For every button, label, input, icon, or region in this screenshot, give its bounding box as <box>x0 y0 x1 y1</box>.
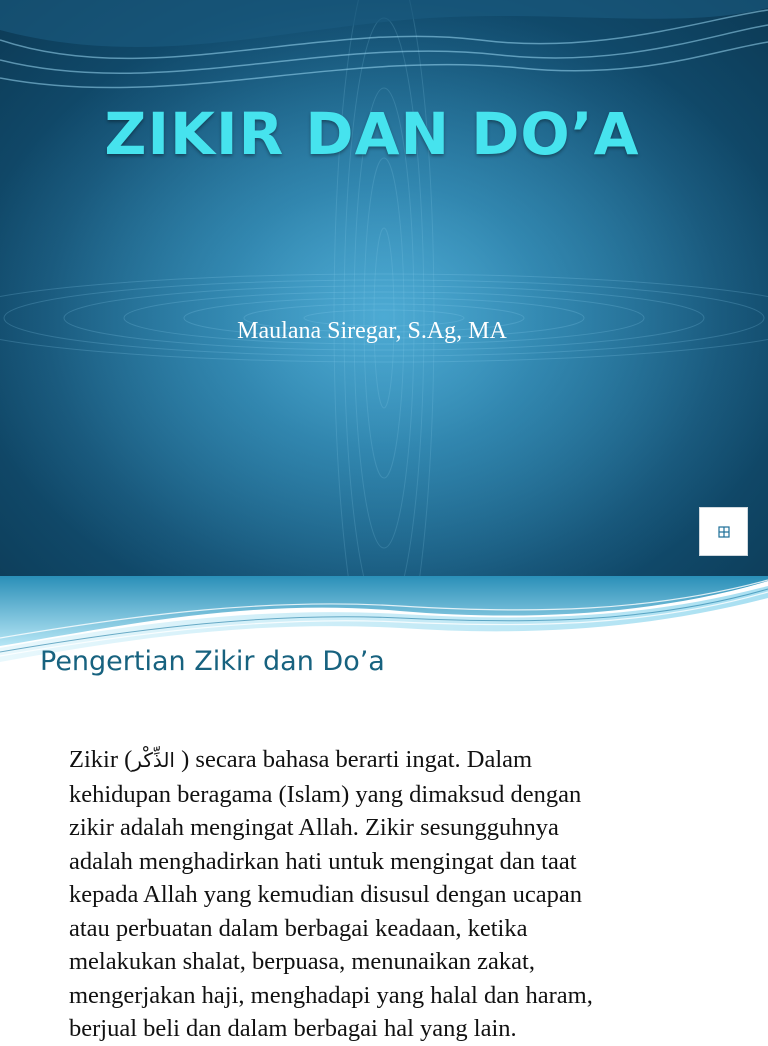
paragraph-line: zikir adalah mengingat Allah. Zikir sesungguhnya <box>69 814 559 841</box>
body-paragraph <box>69 743 729 1046</box>
paragraph-line: mengerjakan haji, menghadapi yang halal dan haram, <box>69 981 593 1009</box>
paragraph-line: berjual beli dan dalam berbagai hal yang lain. <box>69 1015 517 1042</box>
arabic-term: الذِّكْر <box>132 748 175 772</box>
slide-subtitle-author: Maulana Siregar, S.Ag, MA <box>237 318 507 344</box>
slide-heading: Pengertian Zikir dan Do’a <box>40 646 385 677</box>
slide-title: ZIKIR DAN DO’A <box>104 100 640 168</box>
slide-thumbnail-button[interactable] <box>699 507 748 556</box>
line1-text-before: Zikir ( <box>69 746 133 773</box>
paragraph-line-1 <box>69 743 729 778</box>
content-slide <box>0 576 768 1042</box>
paragraph-line: melakukan shalat, berpuasa, menunaikan zakat, <box>69 948 535 975</box>
line1-text-after: ) secara bahasa berarti ingat. Dalam <box>181 746 533 773</box>
paragraph-line: kepada Allah yang kemudian disusul dengan ucapan <box>69 881 582 908</box>
paragraph-line: atau perbuatan dalam berbagai keadaan, ketika <box>69 914 528 942</box>
paragraph-line: kehidupan beragama (Islam) yang dimaksud dengan <box>69 780 582 808</box>
slide-thumbnail-icon <box>718 526 730 538</box>
paragraph-line: adalah menghadirkan hati untuk mengingat dan taat <box>69 847 577 875</box>
